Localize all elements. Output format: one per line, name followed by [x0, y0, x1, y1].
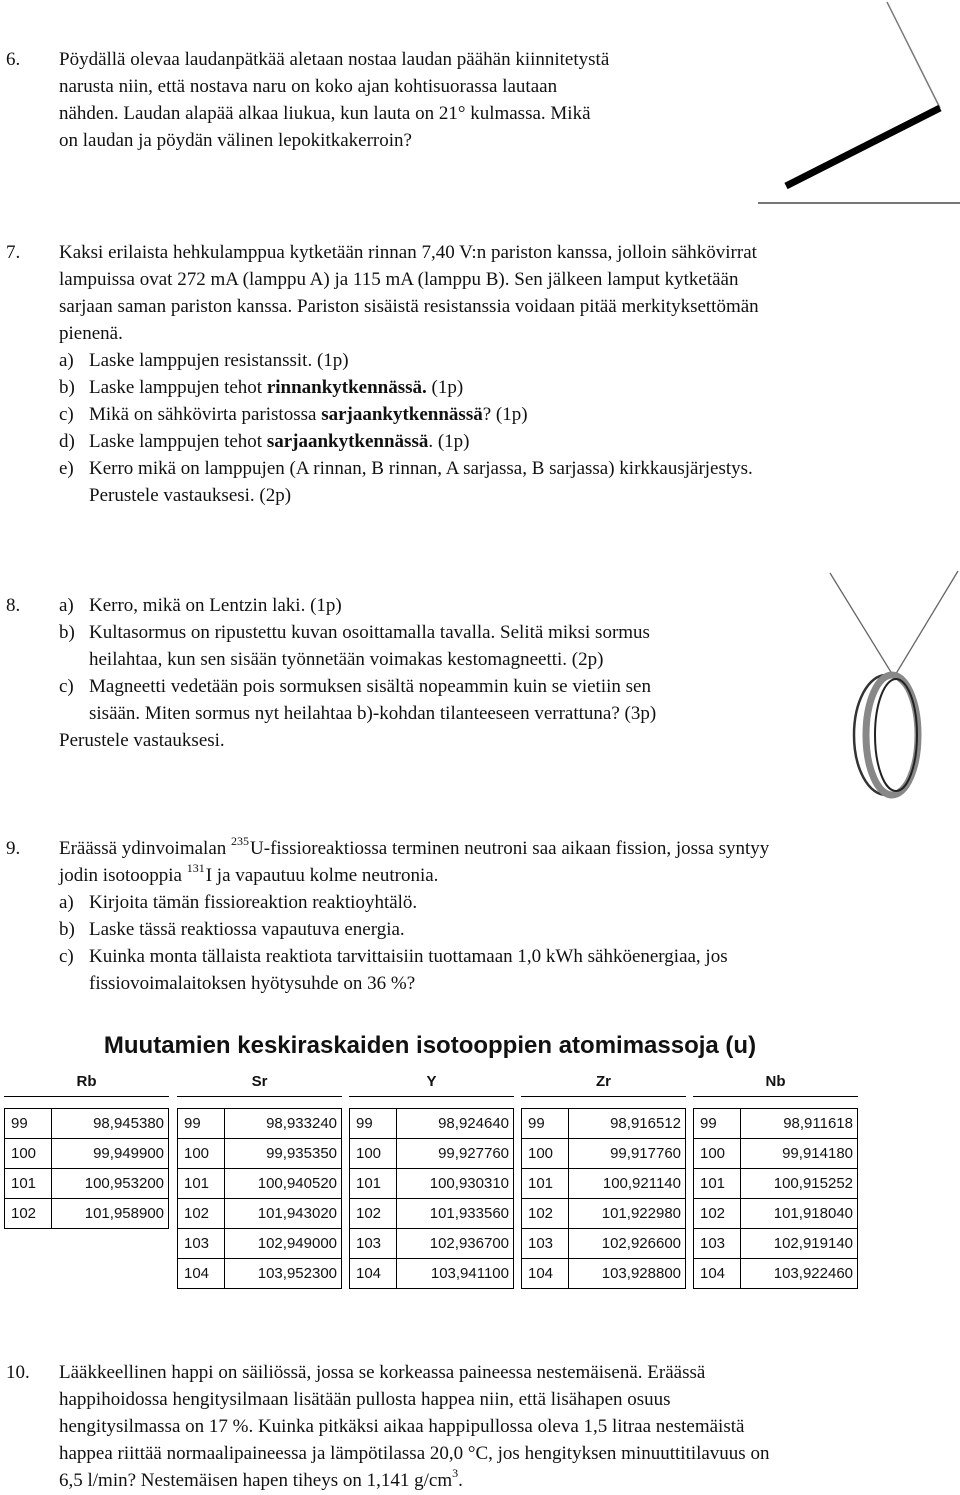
mass-number-cell: 99 [350, 1109, 397, 1139]
atomic-mass-cell: 101,943020 [225, 1199, 342, 1229]
mass-number-cell: 102 [350, 1199, 397, 1229]
text: 6,5 l/min? Nestemäisen hapen tiheys on 1,141 g/cm [59, 1470, 453, 1491]
group-header: Sr [177, 1068, 342, 1097]
table-row [522, 1109, 686, 1139]
mass-number-cell: 100 [694, 1139, 741, 1169]
text: Eräässä ydinvoimalan [59, 838, 232, 859]
part-points: ? (1p) [482, 404, 528, 425]
mass-number-cell: 100 [5, 1139, 52, 1169]
question-6-line-4: on laudan ja pöydän välinen lepokitkakerroin? [59, 130, 412, 151]
part-text: Kerro, mikä on Lentzin laki. (1p) [89, 595, 342, 616]
table-row [350, 1229, 514, 1259]
part-label: b) [59, 622, 75, 643]
text: jodin isotooppia [59, 865, 187, 886]
mass-number-cell: 103 [178, 1229, 225, 1259]
question-7-part-c [59, 401, 528, 428]
table-row [178, 1259, 342, 1289]
isotope-group-rb [4, 1068, 169, 1229]
table-row [5, 1139, 169, 1169]
question-9-number: 9. [6, 838, 21, 859]
table-row [522, 1229, 686, 1259]
group-header: Zr [521, 1068, 686, 1097]
mass-number-cell: 99 [5, 1109, 52, 1139]
isotope-group-sr [177, 1068, 342, 1289]
question-7-part-d [59, 428, 470, 455]
part-points: . (1p) [428, 431, 470, 452]
atomic-mass-cell: 103,952300 [225, 1259, 342, 1289]
part-text: Kerro mikä on lamppujen (A rinnan, B rinnan, A sarjassa, B sarjassa) kirkkausjärjestys. [89, 458, 753, 479]
question-8-part-b-line-2: heilahtaa, kun sen sisään työnnetään voimakas kestomagneetti. (2p) [89, 649, 604, 670]
atomic-mass-cell: 102,919140 [741, 1229, 858, 1259]
isotope-table [349, 1108, 514, 1289]
group-header: Nb [693, 1068, 858, 1097]
atomic-mass-cell: 100,930310 [397, 1169, 514, 1199]
atomic-mass-cell: 102,926600 [569, 1229, 686, 1259]
table-row [350, 1169, 514, 1199]
part-text: Laske tässä reaktiossa vapautuva energia. [89, 919, 405, 940]
mass-number-cell: 103 [694, 1229, 741, 1259]
string-right [894, 571, 958, 677]
question-7-part-a [59, 347, 349, 374]
table-row [178, 1199, 342, 1229]
atomic-mass-cell: 101,922980 [569, 1199, 686, 1229]
isotope-group-y [349, 1068, 514, 1289]
question-7-intro-2: lampuissa ovat 272 mA (lamppu A) ja 115 mA (lamppu B). Sen jälkeen lamput kytketään [59, 269, 739, 290]
question-10-line-2: happihoidossa hengitysilmaan lisätään pullosta happea niin, että lisähapen osuus [59, 1389, 671, 1410]
mass-number-cell: 99 [694, 1109, 741, 1139]
plank-line [786, 108, 940, 186]
question-8-part-b [59, 619, 650, 646]
mass-number-cell: 100 [522, 1139, 569, 1169]
part-text: Kultasormus on ripustettu kuvan osoittamalla tavalla. Selitä miksi sormus [89, 622, 650, 643]
atomic-mass-cell: 98,945380 [52, 1109, 169, 1139]
question-10-line-1: Lääkkeellinen happi on säiliössä, jossa se korkeassa paineessa nestemäisenä. Eräässä [59, 1362, 706, 1383]
mass-number-cell: 102 [5, 1199, 52, 1229]
mass-number-cell: 101 [5, 1169, 52, 1199]
mass-number: 235 [231, 834, 250, 848]
question-8-part-c [59, 673, 651, 700]
question-8-footer: Perustele vastauksesi. [59, 730, 225, 751]
mass-number-cell: 102 [178, 1199, 225, 1229]
question-10-number: 10. [6, 1362, 30, 1383]
atomic-mass-cell: 101,958900 [52, 1199, 169, 1229]
part-bold-text: rinnankytkennässä. [266, 377, 427, 398]
question-9-line-1 [59, 835, 769, 864]
string-left [830, 573, 894, 677]
part-label: a) [59, 350, 74, 371]
mass-number-cell: 103 [522, 1229, 569, 1259]
mass-number-cell: 101 [522, 1169, 569, 1199]
part-label: e) [59, 458, 74, 479]
question-10-line-3: hengitysilmassa on 17 %. Kuinka pitkäksi aikaa happipullossa oleva 1,5 litraa nestemäistä [59, 1416, 745, 1437]
mass-number-cell: 101 [350, 1169, 397, 1199]
exponent: 3 [452, 1466, 459, 1480]
atomic-mass-cell: 103,922460 [741, 1259, 858, 1289]
atomic-mass-cell: 99,935350 [225, 1139, 342, 1169]
atomic-mass-cell: 98,924640 [397, 1109, 514, 1139]
question-8-number: 8. [6, 595, 21, 616]
table-row [178, 1169, 342, 1199]
part-text: Kirjoita tämän fissioreaktion reaktioyhtälö. [89, 892, 418, 913]
group-header: Rb [4, 1068, 169, 1097]
question-6-line-2: narusta niin, että nostava naru on koko ajan kohtisuorassa lautaan [59, 76, 558, 97]
isotope-group-nb [693, 1068, 858, 1289]
part-label: a) [59, 892, 74, 913]
question-9-part-c-line-2: fissiovoimalaitoksen hyötysuhde on 36 %? [89, 973, 416, 994]
question-6-number: 6. [6, 49, 21, 70]
atomic-mass-cell: 100,940520 [225, 1169, 342, 1199]
question-8-part-c-line-2: sisään. Miten sormus nyt heilahtaa b)-kohdan tilanteeseen verrattuna? (3p) [89, 703, 657, 724]
part-text: Laske lamppujen resistanssit. (1p) [89, 350, 349, 371]
mass-number-cell: 99 [522, 1109, 569, 1139]
isotope-table [177, 1108, 342, 1289]
table-row [350, 1109, 514, 1139]
part-bold-text: sarjaankytkennässä [266, 431, 429, 452]
mass-number: 131 [186, 861, 205, 875]
table-row [178, 1229, 342, 1259]
atomic-mass-cell: 100,915252 [741, 1169, 858, 1199]
atomic-mass-cell: 99,914180 [741, 1139, 858, 1169]
text: U-fissioreaktiossa terminen neutroni saa aikaan fission, jossa syntyy [250, 838, 770, 859]
question-6-line-3: nähden. Laudan alapää alkaa liukua, kun lauta on 21° kulmassa. Mikä [59, 103, 591, 124]
question-7-part-e-line-2: Perustele vastauksesi. (2p) [89, 485, 292, 506]
table-row [522, 1259, 686, 1289]
atomic-mass-cell: 101,933560 [397, 1199, 514, 1229]
table-row [5, 1109, 169, 1139]
mass-number-cell: 102 [522, 1199, 569, 1229]
question-9-line-2 [59, 862, 438, 891]
table-row [694, 1109, 858, 1139]
question-8-part-a [59, 592, 342, 619]
mass-number-cell: 104 [350, 1259, 397, 1289]
mass-number-cell: 103 [350, 1229, 397, 1259]
mass-number-cell: 104 [522, 1259, 569, 1289]
mass-number-cell: 101 [694, 1169, 741, 1199]
table-row [5, 1169, 169, 1199]
table-row [694, 1199, 858, 1229]
part-text: Magneetti vedetään pois sormuksen sisältä nopeammin kuin se vietiin sen [89, 676, 651, 697]
part-label: d) [59, 431, 75, 452]
isotope-table [4, 1108, 169, 1229]
part-label: b) [59, 377, 75, 398]
question-6-line-1: Pöydällä olevaa laudanpätkää aletaan nostaa laudan päähän kiinnitetystä [59, 49, 610, 70]
isotope-table [693, 1108, 858, 1289]
atomic-mass-cell: 103,928800 [569, 1259, 686, 1289]
table-row [694, 1169, 858, 1199]
mass-number-cell: 104 [694, 1259, 741, 1289]
text: . [458, 1470, 463, 1491]
table-row [350, 1139, 514, 1169]
table-row [350, 1199, 514, 1229]
atomic-mass-cell: 98,911618 [741, 1109, 858, 1139]
part-label: c) [59, 946, 74, 967]
table-row [350, 1259, 514, 1289]
question-7-part-b [59, 374, 463, 401]
atomic-mass-cell: 102,949000 [225, 1229, 342, 1259]
part-text: Laske lamppujen tehot [89, 377, 267, 398]
part-points: (1p) [426, 377, 464, 398]
table-row [178, 1139, 342, 1169]
table-row [522, 1139, 686, 1169]
question-9-part-c [59, 943, 728, 970]
question-10-line-5 [59, 1467, 463, 1494]
atomic-mass-cell: 100,921140 [569, 1169, 686, 1199]
question-7-intro-3: sarjaan saman pariston kanssa. Pariston sisäistä resistanssia voidaan pitää merkityksettömän [59, 296, 759, 317]
part-label: c) [59, 676, 74, 697]
part-text: Kuinka monta tällaista reaktiota tarvittaisiin tuottamaan 1,0 kWh sähköenergiaa, jos [89, 946, 728, 967]
mass-number-cell: 101 [178, 1169, 225, 1199]
rope-line [887, 2, 940, 108]
table-row [694, 1259, 858, 1289]
table-row [522, 1199, 686, 1229]
isotope-group-zr [521, 1068, 686, 1289]
atomic-mass-cell: 100,953200 [52, 1169, 169, 1199]
part-bold-text: sarjaankytkennässä [321, 404, 483, 425]
atomic-mass-cell: 103,941100 [397, 1259, 514, 1289]
mass-number-cell: 104 [178, 1259, 225, 1289]
mass-number-cell: 99 [178, 1109, 225, 1139]
part-text: Laske lamppujen tehot [89, 431, 267, 452]
atomic-mass-cell: 101,918040 [741, 1199, 858, 1229]
atomic-mass-cell: 102,936700 [397, 1229, 514, 1259]
question-7-number: 7. [6, 242, 21, 263]
mass-number-cell: 102 [694, 1199, 741, 1229]
part-text: Mikä on sähkövirta paristossa [89, 404, 322, 425]
question-7-intro-4: pienenä. [59, 323, 123, 344]
ring-inner [875, 679, 917, 791]
text: I ja vapautuu kolme neutronia. [205, 865, 439, 886]
atomic-mass-cell: 98,916512 [569, 1109, 686, 1139]
mass-number-cell: 100 [178, 1139, 225, 1169]
table-title: Muutamien keskiraskaiden isotooppien atomimassoja (u) [103, 1032, 757, 1059]
table-row [694, 1229, 858, 1259]
part-label: a) [59, 595, 74, 616]
question-10-line-4: happea riittää normaalipaineessa ja lämpötilassa 20,0 °C, jos hengityksen minuuttitilavuus on [59, 1443, 770, 1464]
table-row [522, 1169, 686, 1199]
isotope-table [521, 1108, 686, 1289]
atomic-mass-cell: 99,927760 [397, 1139, 514, 1169]
table-row [178, 1109, 342, 1139]
part-label: c) [59, 404, 74, 425]
question-7-part-e [59, 455, 753, 482]
atomic-mass-cell: 99,917760 [569, 1139, 686, 1169]
table-row [5, 1199, 169, 1229]
question-7-intro-1: Kaksi erilaista hehkulamppua kytketään rinnan 7,40 V:n pariston kanssa, jolloin sähkövirrat [59, 242, 757, 263]
group-header: Y [349, 1068, 514, 1097]
mass-number-cell: 100 [350, 1139, 397, 1169]
part-label: b) [59, 919, 75, 940]
atomic-mass-cell: 99,949900 [52, 1139, 169, 1169]
ring-figure [820, 565, 960, 805]
question-9-part-b [59, 916, 405, 943]
plank-figure [750, 0, 960, 210]
atomic-mass-cell: 98,933240 [225, 1109, 342, 1139]
table-row [694, 1139, 858, 1169]
question-9-part-a [59, 889, 417, 916]
